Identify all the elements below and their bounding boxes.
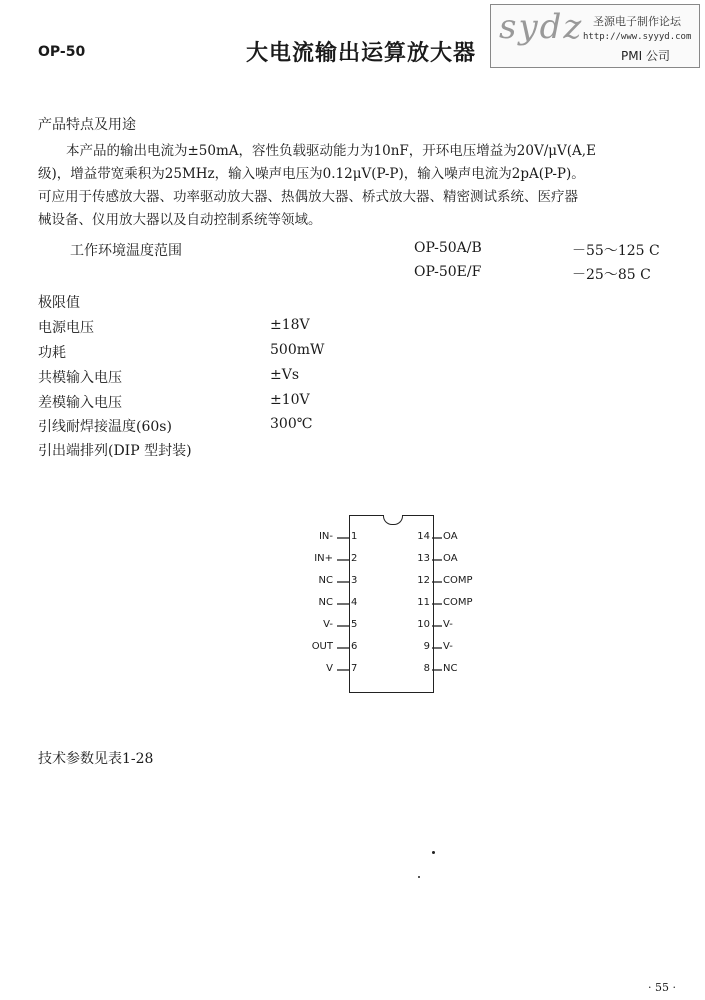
pin-name-left: IN-: [318, 531, 333, 542]
temp-range: －55～125 C: [572, 243, 660, 259]
pin-name-left: IN+: [314, 553, 333, 564]
limit-label: 差模输入电压: [38, 395, 122, 411]
temp-model: OP-50A/B: [414, 240, 482, 256]
pin-number-right: 14: [417, 531, 430, 542]
temp-range-label: 工作环境温度范围: [70, 243, 182, 259]
pin-name-left: V: [326, 663, 333, 674]
features-line-3: 可应用于传感放大器、功率驱动放大器、热偶放大器、桥式放大器、精密测试系统、医疗器: [38, 189, 578, 205]
pin-number-left: 1: [351, 531, 358, 542]
pin-name-left: V-: [323, 619, 333, 630]
pin-name-left: NC: [318, 575, 333, 586]
limit-value: 300℃: [270, 416, 313, 432]
pin-number-left: 5: [351, 619, 358, 630]
page-title: 大电流输出运算放大器: [246, 40, 477, 66]
limit-value: ±Vs: [270, 367, 300, 383]
features-line-4: 械设备、仪用放大器以及自动控制系统等领域。: [38, 212, 322, 228]
pin-name-right: COMP: [443, 575, 473, 586]
pin-number-left: 7: [351, 663, 358, 674]
logo-url: http://www.syyyd.com: [583, 32, 692, 42]
temp-range: －25～85 C: [572, 267, 651, 283]
features-line-1: 本产品的输出电流为±50mA，容性负载驱动能力为10nF，开环电压增益为20V/μV(A,E: [66, 143, 596, 159]
limit-value: ±18V: [270, 317, 310, 333]
pin-name-right: COMP: [443, 597, 473, 608]
pin-number-left: 6: [351, 641, 358, 652]
pin-number-right: 9: [423, 641, 430, 652]
pin-number-left: 2: [351, 553, 358, 564]
features-heading: 产品特点及用途: [38, 117, 136, 133]
limit-label: 引线耐焊接温度(60s): [38, 419, 172, 435]
pin-number-left: 3: [351, 575, 358, 586]
scan-speck: [418, 876, 420, 878]
limit-label: 电源电压: [38, 320, 94, 336]
pin-number-right: 13: [417, 553, 430, 564]
pin-name-right: V-: [443, 641, 453, 652]
limits-heading: 极限值: [38, 295, 80, 311]
limit-value: ±10V: [270, 392, 310, 408]
logo-company: PMI 公司: [621, 49, 670, 63]
part-number: OP-50: [38, 44, 86, 60]
reference-note: 技术参数见表1-28: [38, 751, 154, 767]
logo-site-name: 圣源电子制作论坛: [593, 15, 681, 28]
features-line-2: 级)，增益带宽乘积为25MHz，输入噪声电压为0.12μV(P-P)，输入噪声电流为2pA(P-P)。: [38, 166, 585, 182]
logo-mark: sydz: [499, 7, 584, 47]
pinout-heading: 引出端排列(DIP 型封装): [38, 443, 192, 459]
pin-name-right: OA: [443, 531, 458, 542]
limit-value: 500mW: [270, 342, 325, 358]
pin-name-right: V-: [443, 619, 453, 630]
pin-number-left: 4: [351, 597, 358, 608]
pin-number-right: 12: [417, 575, 430, 586]
pin-name-right: NC: [443, 663, 458, 674]
pin-name-right: OA: [443, 553, 458, 564]
temp-model: OP-50E/F: [414, 264, 482, 280]
pin-number-right: 11: [417, 597, 430, 608]
page-number: · 55 ·: [648, 981, 676, 994]
pin-name-left: OUT: [311, 641, 333, 652]
pin-name-left: NC: [318, 597, 333, 608]
limit-label: 功耗: [38, 345, 66, 361]
scan-speck: [432, 851, 435, 854]
pin-number-right: 8: [423, 663, 430, 674]
limit-label: 共模输入电压: [38, 370, 122, 386]
pin-number-right: 10: [417, 619, 430, 630]
